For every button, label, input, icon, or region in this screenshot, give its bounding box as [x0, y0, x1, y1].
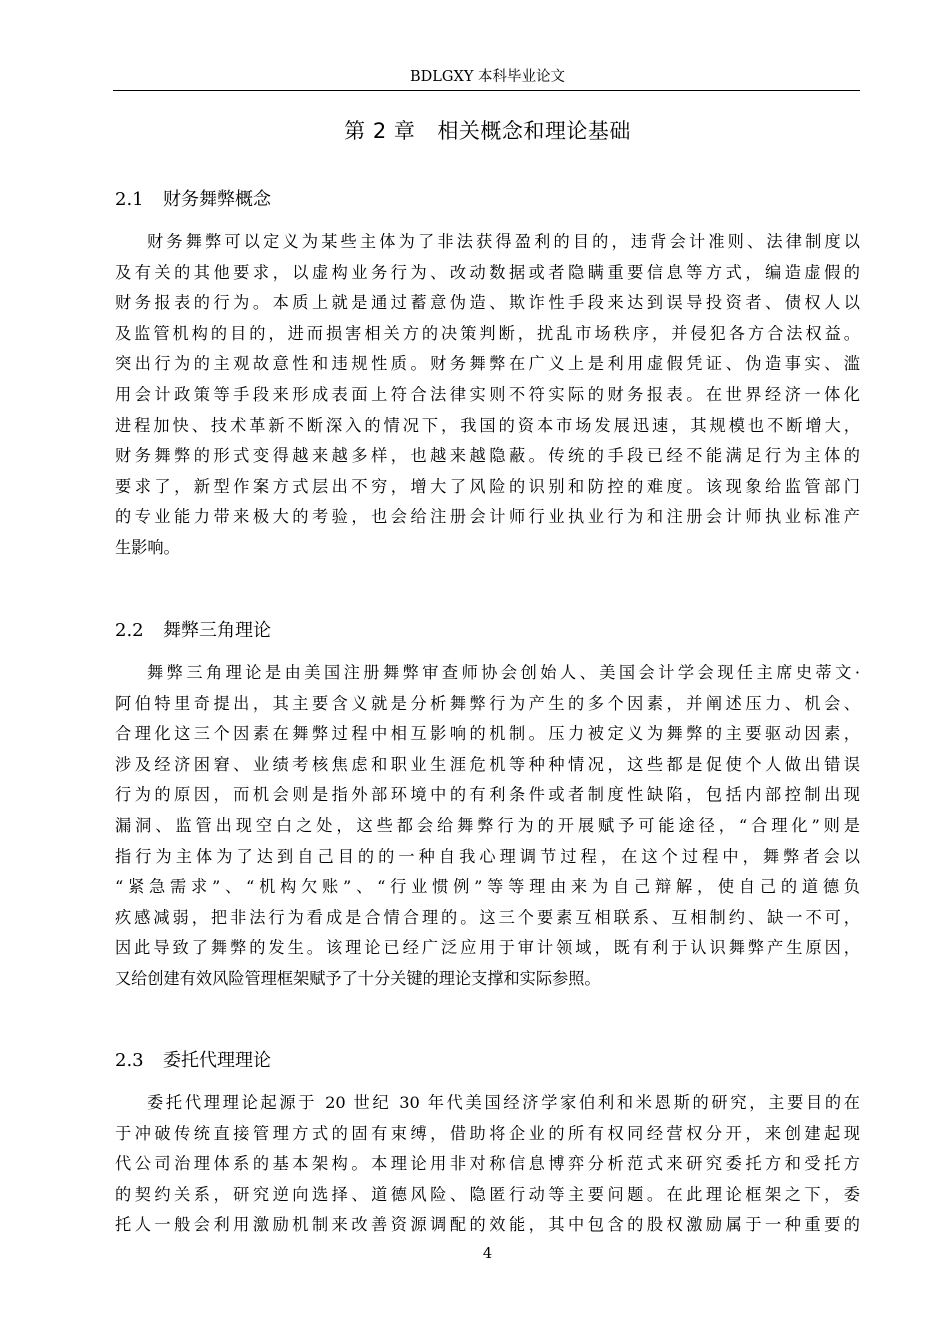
header-rule [113, 90, 860, 91]
paragraph [115, 227, 860, 564]
paragraph-line: 突出行为的主观故意性和违规性质。财务舞弊在广义上是利用虚假凭证、伪造事实、滥 [115, 354, 860, 374]
paragraph-line: 合理化这三个因素在舞弊过程中相互影响的机制。压力被定义为舞弊的主要驱动因素， [115, 724, 860, 744]
chapter-title [115, 117, 860, 145]
section-number: 2.1 [115, 189, 144, 210]
paragraph-line: “紧急需求”、“机构欠账”、“行业惯例”等等理由来为自己辩解，使自己的道德负 [115, 877, 860, 897]
paragraph-line: 委托代理理论起源于 20 世纪 30 年代美国经济学家伯利和米恩斯的研究，主要目的在 [147, 1093, 860, 1112]
running-header: BDLGXY 本科毕业论文 [410, 69, 565, 85]
section-2-2 [115, 618, 860, 995]
paragraph-line: 用会计政策等手段来形成表面上符合法律实则不符实际的财务报表。在世界经济一体化 [115, 384, 860, 404]
chapter-number: 第 2 章 [344, 119, 416, 143]
section-title: 舞弊三角理论 [163, 620, 271, 641]
section-title: 财务舞弊概念 [163, 189, 271, 210]
paragraph-line: 进程加快、技术革新不断深入的情况下，我国的资本市场发展迅速，其规模也不断增大， [115, 415, 860, 435]
paragraph-line: 阿伯特里奇提出，其主要含义就是分析舞弊行为产生的多个因素，并阐述压力、机会、 [115, 693, 860, 713]
paragraph-line: 要求了，新型作案方式层出不穷，增大了风险的识别和防控的难度。该现象给监管部门 [115, 476, 860, 496]
paragraph [115, 658, 860, 995]
section-number: 2.3 [115, 1050, 144, 1071]
paragraph-line: 财务舞弊的形式变得越来越多样，也越来越隐蔽。传统的手段已经不能满足行为主体的 [115, 446, 860, 466]
paragraph-line: 涉及经济困窘、业绩考核焦虑和职业生涯危机等种种情况，这些都是促使个人做出错误 [115, 754, 860, 774]
paragraph-line: 及有关的其他要求，以虚构业务行为、改动数据或者隐瞒重要信息等方式，编造虚假的 [115, 262, 860, 282]
paragraph-line: 疚感减弱，把非法行为看成是合情合理的。这三个要素互相联系、互相制约、缺一不可， [115, 907, 860, 927]
paragraph-line: 及监管机构的目的，进而损害相关方的决策判断，扰乱市场秩序，并侵犯各方合法权益。 [115, 323, 860, 343]
section-number: 2.2 [115, 620, 144, 641]
paragraph-line: 又给创建有效风险管理框架赋予了十分关键的理论支撑和实际参照。 [115, 968, 601, 988]
paragraph-line: 的契约关系，研究逆向选择、道德风险、隐匿行动等主要问题。在此理论框架之下，委 [115, 1184, 860, 1204]
paragraph-line: 行为的原因，而机会则是指外部环境中的有利条件或者制度性缺陷，包括内部控制出现 [115, 785, 860, 805]
paragraph-line: 的专业能力带来极大的考验，也会给注册会计师行业执业行为和注册会计师执业标准产 [115, 507, 860, 527]
paragraph-line: 托人一般会利用激励机制来改善资源调配的效能，其中包含的股权激励属于一种重要的 [115, 1215, 860, 1235]
paragraph-line: 生影响。 [115, 537, 180, 557]
section-2-1 [115, 187, 860, 564]
paragraph-line: 舞弊三角理论是由美国注册舞弊审查师协会创始人、美国会计学会现任主席史蒂文· [147, 663, 860, 682]
paragraph-line: 因此导致了舞弊的发生。该理论已经广泛应用于审计领域，既有利于认识舞弊产生原因， [115, 938, 860, 958]
section-title: 委托代理理论 [163, 1050, 271, 1071]
section-heading [115, 187, 860, 213]
paragraph [115, 1088, 860, 1241]
paragraph-line: 指行为主体为了达到自己目的的一种自我心理调节过程，在这个过程中，舞弊者会以 [115, 846, 860, 866]
paragraph-line: 财务报表的行为。本质上就是通过蓄意伪造、欺诈性手段来达到误导投资者、债权人以 [115, 293, 860, 313]
section-heading [115, 618, 860, 644]
paragraph-line: 代公司治理体系的基本架构。本理论用非对称信息博弈分析范式来研究委托方和受托方 [115, 1154, 860, 1174]
section-heading [115, 1048, 860, 1074]
paragraph-line: 财务舞弊可以定义为某些主体为了非法获得盈利的目的，违背会计准则、法律制度以 [147, 232, 860, 251]
paragraph-line: 于冲破传统直接管理方式的固有束缚，借助将企业的所有权同经营权分开，来创建起现 [115, 1123, 860, 1143]
section-2-3 [115, 1048, 860, 1241]
chapter-title-text: 相关概念和理论基础 [437, 119, 631, 143]
paragraph-line: 漏洞、监管出现空白之处，这些都会给舞弊行为的开展赋予可能途径，“合理化”则是 [115, 815, 860, 835]
page-number: 4 [482, 1246, 493, 1262]
